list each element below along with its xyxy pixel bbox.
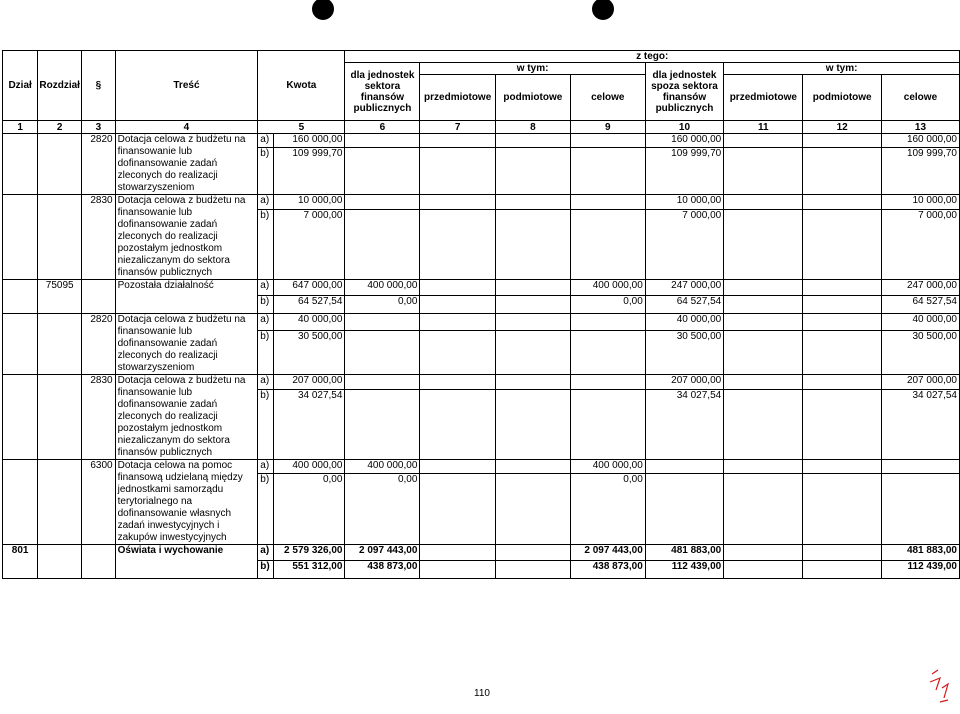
cell-spoza-podmiotowe [803, 561, 882, 579]
cell-podmiotowe [495, 331, 570, 375]
cell-rozdzial [38, 134, 82, 195]
cell-spoza-celowe: 40 000,00 [881, 314, 959, 331]
cell-celowe [570, 148, 645, 195]
cell-dzial [3, 460, 38, 545]
cell-spoza-przedmiotowe [724, 148, 803, 195]
cell-spoza [645, 474, 723, 545]
col-num: 4 [115, 121, 258, 134]
header-przedmiotowe-1: przedmiotowe [420, 75, 496, 121]
col-num: 10 [645, 121, 723, 134]
cell-podmiotowe [495, 389, 570, 460]
cell-podmiotowe [495, 375, 570, 390]
cell-paragraf: 2820 [82, 134, 115, 195]
page-number: 110 [474, 688, 490, 699]
cell-kwota: 40 000,00 [274, 314, 345, 331]
cell-spoza-przedmiotowe [724, 210, 803, 280]
cell-spoza-celowe: 109 999,70 [881, 148, 959, 195]
table-row [3, 375, 960, 390]
cell-sektor [345, 314, 420, 331]
cell-przedmiotowe [420, 280, 496, 296]
cell-spoza-przedmiotowe [724, 331, 803, 375]
cell-dzial [3, 195, 38, 280]
cell-dzial [3, 314, 38, 375]
cell-podmiotowe [495, 474, 570, 545]
table-row [3, 545, 960, 561]
cell-podmiotowe [495, 148, 570, 195]
cell-dzial [3, 375, 38, 460]
col-num: 13 [881, 121, 959, 134]
cell-podmiotowe [495, 296, 570, 314]
cell-kwota: 30 500,00 [274, 331, 345, 375]
cell-ab-label: b) [258, 148, 274, 195]
header-dzial: Dział [3, 51, 38, 121]
cell-ab-label: b) [258, 296, 274, 314]
cell-spoza-celowe: 160 000,00 [881, 134, 959, 148]
cell-spoza: 64 527,54 [645, 296, 723, 314]
cell-przedmiotowe [420, 134, 496, 148]
table-row [3, 460, 960, 474]
cell-ab-label: b) [258, 389, 274, 460]
header-spoza: dla jednostek spoza sektora finansów publicznych [645, 63, 723, 121]
cell-spoza-przedmiotowe [724, 561, 803, 579]
cell-spoza-celowe: 247 000,00 [881, 280, 959, 296]
cell-spoza: 109 999,70 [645, 148, 723, 195]
cell-podmiotowe [495, 280, 570, 296]
cell-kwota: 34 027,54 [274, 389, 345, 460]
cell-przedmiotowe [420, 375, 496, 390]
cell-przedmiotowe [420, 474, 496, 545]
cell-spoza-podmiotowe [803, 148, 882, 195]
cell-spoza-przedmiotowe [724, 280, 803, 296]
col-num: 7 [420, 121, 496, 134]
cell-spoza-celowe: 10 000,00 [881, 195, 959, 210]
cell-tresc: Oświata i wychowanie [115, 545, 258, 579]
cell-tresc: Dotacja celowa z budżetu na finansowanie lub dofinansowanie zadań zleconych do realizacji stowarzyszeniom [115, 134, 258, 195]
cell-kwota: 7 000,00 [274, 210, 345, 280]
col-num: 8 [495, 121, 570, 134]
header-w-tym-1: w tym: [420, 63, 645, 75]
cell-spoza-przedmiotowe [724, 195, 803, 210]
cell-celowe [570, 331, 645, 375]
punch-hole-left [312, 0, 334, 20]
cell-rozdzial [38, 195, 82, 280]
cell-kwota: 647 000,00 [274, 280, 345, 296]
cell-paragraf [82, 545, 115, 579]
header-w-tym-2: w tym: [724, 63, 960, 75]
col-num: 12 [803, 121, 882, 134]
cell-dzial: 801 [3, 545, 38, 579]
cell-ab-label: b) [258, 210, 274, 280]
cell-sektor: 400 000,00 [345, 460, 420, 474]
cell-tresc: Pozostała działalność [115, 280, 258, 314]
cell-spoza-podmiotowe [803, 389, 882, 460]
cell-spoza-podmiotowe [803, 474, 882, 545]
table-row [3, 134, 960, 148]
cell-sektor [345, 195, 420, 210]
cell-ab-label: a) [258, 280, 274, 296]
cell-sektor: 2 097 443,00 [345, 545, 420, 561]
col-num: 1 [3, 121, 38, 134]
cell-spoza: 30 500,00 [645, 331, 723, 375]
cell-ab-label: a) [258, 314, 274, 331]
cell-paragraf: 6300 [82, 460, 115, 545]
cell-sektor [345, 331, 420, 375]
cell-podmiotowe [495, 134, 570, 148]
cell-kwota: 160 000,00 [274, 134, 345, 148]
cell-sektor [345, 134, 420, 148]
header-celowe-1: celowe [570, 75, 645, 121]
cell-paragraf [82, 280, 115, 314]
col-num: 2 [38, 121, 82, 134]
cell-przedmiotowe [420, 545, 496, 561]
cell-rozdzial [38, 375, 82, 460]
cell-ab-label: b) [258, 331, 274, 375]
cell-podmiotowe [495, 210, 570, 280]
cell-przedmiotowe [420, 148, 496, 195]
cell-celowe [570, 210, 645, 280]
header-paragraf: § [82, 51, 115, 121]
cell-spoza-przedmiotowe [724, 389, 803, 460]
cell-podmiotowe [495, 460, 570, 474]
cell-kwota: 2 579 326,00 [274, 545, 345, 561]
cell-przedmiotowe [420, 210, 496, 280]
cell-podmiotowe [495, 314, 570, 331]
cell-przedmiotowe [420, 314, 496, 331]
cell-celowe [570, 375, 645, 390]
cell-ab-label: b) [258, 561, 274, 579]
cell-spoza-przedmiotowe [724, 134, 803, 148]
cell-spoza [645, 460, 723, 474]
header-podmiotowe-1: podmiotowe [495, 75, 570, 121]
cell-kwota: 207 000,00 [274, 375, 345, 390]
cell-spoza-podmiotowe [803, 296, 882, 314]
cell-spoza: 481 883,00 [645, 545, 723, 561]
cell-spoza-celowe: 34 027,54 [881, 389, 959, 460]
cell-ab-label: a) [258, 134, 274, 148]
header-tresc: Treść [115, 51, 258, 121]
header-sektor: dla jednostek sektora finansów publicznych [345, 63, 420, 121]
header-rozdzial: Rozdział [38, 51, 82, 121]
cell-przedmiotowe [420, 331, 496, 375]
cell-spoza-celowe [881, 460, 959, 474]
cell-spoza: 247 000,00 [645, 280, 723, 296]
cell-ab-label: a) [258, 545, 274, 561]
cell-spoza-przedmiotowe [724, 474, 803, 545]
cell-spoza-podmiotowe [803, 460, 882, 474]
cell-celowe [570, 389, 645, 460]
cell-spoza-celowe: 64 527,54 [881, 296, 959, 314]
cell-spoza: 112 439,00 [645, 561, 723, 579]
cell-ab-label: a) [258, 195, 274, 210]
cell-celowe: 0,00 [570, 474, 645, 545]
cell-sektor [345, 389, 420, 460]
cell-kwota: 10 000,00 [274, 195, 345, 210]
cell-spoza-przedmiotowe [724, 314, 803, 331]
cell-rozdzial [38, 460, 82, 545]
cell-przedmiotowe [420, 561, 496, 579]
cell-dzial [3, 134, 38, 195]
cell-przedmiotowe [420, 460, 496, 474]
col-num: 11 [724, 121, 803, 134]
cell-spoza: 34 027,54 [645, 389, 723, 460]
cell-spoza: 7 000,00 [645, 210, 723, 280]
cell-spoza-przedmiotowe [724, 545, 803, 561]
budget-table [2, 50, 960, 579]
cell-celowe: 438 873,00 [570, 561, 645, 579]
cell-podmiotowe [495, 195, 570, 210]
cell-spoza-celowe: 207 000,00 [881, 375, 959, 390]
cell-spoza-podmiotowe [803, 375, 882, 390]
cell-spoza-podmiotowe [803, 545, 882, 561]
cell-spoza: 160 000,00 [645, 134, 723, 148]
cell-paragraf: 2830 [82, 195, 115, 280]
cell-paragraf: 2820 [82, 314, 115, 375]
cell-tresc: Dotacja celowa na pomoc finansową udzielaną między jednostkami samorządu terytorialnego na dofinansowanie własnych zadań inwestycyjnych i zakupów inwestycyjnych [115, 460, 258, 545]
handwritten-mark [926, 668, 952, 708]
cell-podmiotowe [495, 545, 570, 561]
cell-spoza-celowe: 30 500,00 [881, 331, 959, 375]
col-num: 3 [82, 121, 115, 134]
col-num: 5 [258, 121, 345, 134]
cell-paragraf: 2830 [82, 375, 115, 460]
cell-celowe: 400 000,00 [570, 280, 645, 296]
cell-sektor [345, 210, 420, 280]
cell-spoza-celowe: 112 439,00 [881, 561, 959, 579]
cell-przedmiotowe [420, 195, 496, 210]
table-body [3, 134, 960, 579]
cell-celowe [570, 134, 645, 148]
cell-ab-label: a) [258, 375, 274, 390]
cell-celowe: 2 097 443,00 [570, 545, 645, 561]
cell-spoza-celowe: 481 883,00 [881, 545, 959, 561]
cell-podmiotowe [495, 561, 570, 579]
cell-kwota: 551 312,00 [274, 561, 345, 579]
cell-spoza-przedmiotowe [724, 375, 803, 390]
cell-rozdzial [38, 545, 82, 579]
cell-dzial [3, 280, 38, 314]
cell-sektor [345, 375, 420, 390]
cell-ab-label: b) [258, 474, 274, 545]
header-celowe-2: celowe [881, 75, 959, 121]
cell-sektor: 0,00 [345, 296, 420, 314]
cell-tresc: Dotacja celowa z budżetu na finansowanie lub dofinansowanie zadań zleconych do realizacji pozostałym jednostkom niezaliczanym do sektora finansów publicznych [115, 375, 258, 460]
cell-rozdzial: 75095 [38, 280, 82, 314]
cell-spoza-podmiotowe [803, 134, 882, 148]
col-num: 6 [345, 121, 420, 134]
punch-hole-right [592, 0, 614, 20]
cell-sektor [345, 148, 420, 195]
cell-spoza-podmiotowe [803, 280, 882, 296]
cell-kwota: 64 527,54 [274, 296, 345, 314]
header-z-tego: z tego: [345, 51, 960, 63]
cell-celowe: 400 000,00 [570, 460, 645, 474]
col-num: 9 [570, 121, 645, 134]
cell-spoza: 40 000,00 [645, 314, 723, 331]
cell-spoza-celowe [881, 474, 959, 545]
cell-spoza-podmiotowe [803, 195, 882, 210]
cell-celowe [570, 314, 645, 331]
cell-przedmiotowe [420, 296, 496, 314]
cell-spoza-przedmiotowe [724, 460, 803, 474]
cell-tresc: Dotacja celowa z budżetu na finansowanie lub dofinansowanie zadań zleconych do realizacji stowarzyszeniom [115, 314, 258, 375]
cell-ab-label: a) [258, 460, 274, 474]
table-row [3, 314, 960, 331]
cell-kwota: 0,00 [274, 474, 345, 545]
cell-przedmiotowe [420, 389, 496, 460]
cell-kwota: 400 000,00 [274, 460, 345, 474]
header-podmiotowe-2: podmiotowe [803, 75, 882, 121]
cell-kwota: 109 999,70 [274, 148, 345, 195]
table-row [3, 195, 960, 210]
cell-spoza-podmiotowe [803, 210, 882, 280]
cell-rozdzial [38, 314, 82, 375]
cell-spoza: 207 000,00 [645, 375, 723, 390]
cell-celowe [570, 195, 645, 210]
cell-tresc: Dotacja celowa z budżetu na finansowanie lub dofinansowanie zadań zleconych do realizacji pozostałym jednostkom niezaliczanym do sektora finansów publicznych [115, 195, 258, 280]
header-przedmiotowe-2: przedmiotowe [724, 75, 803, 121]
cell-sektor: 400 000,00 [345, 280, 420, 296]
table-row [3, 280, 960, 296]
cell-sektor: 0,00 [345, 474, 420, 545]
cell-spoza-podmiotowe [803, 314, 882, 331]
cell-spoza-przedmiotowe [724, 296, 803, 314]
cell-spoza: 10 000,00 [645, 195, 723, 210]
cell-spoza-celowe: 7 000,00 [881, 210, 959, 280]
header-kwota: Kwota [258, 51, 345, 121]
cell-celowe: 0,00 [570, 296, 645, 314]
cell-spoza-podmiotowe [803, 331, 882, 375]
cell-sektor: 438 873,00 [345, 561, 420, 579]
